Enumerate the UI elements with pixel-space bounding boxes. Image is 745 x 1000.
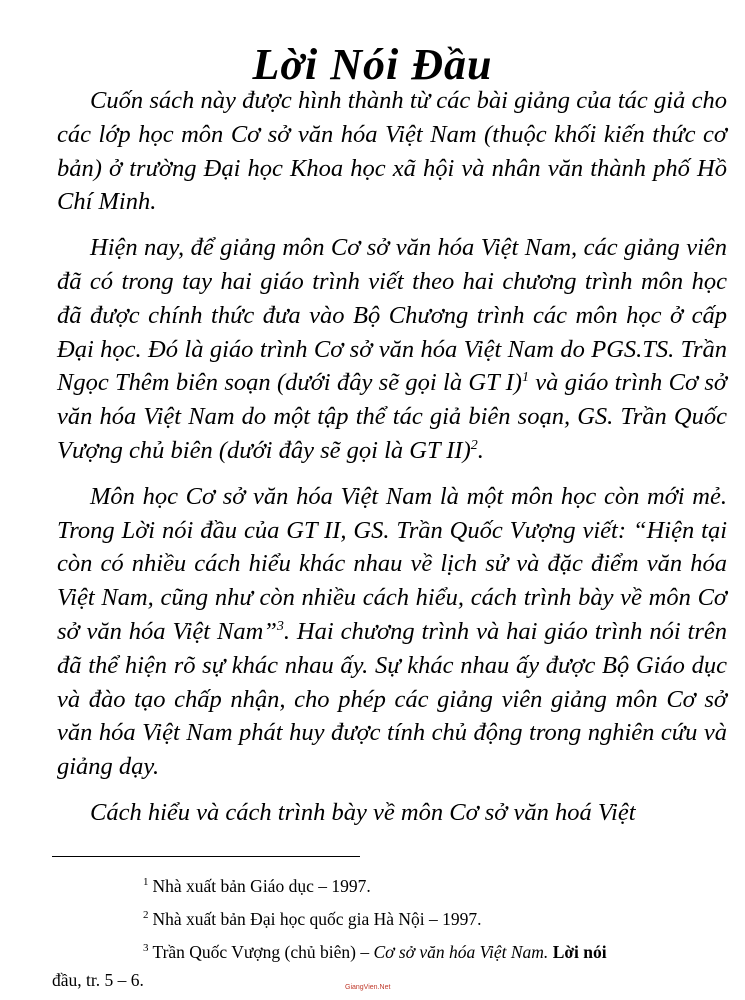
footnote-bold-text: Lời nói bbox=[548, 941, 607, 962]
footnote-number: 3 bbox=[143, 941, 149, 954]
paragraph-2-part-a: Hiện nay, để giảng môn Cơ sở văn hóa Việt Nam, các giảng viên đã có trong tay hai giáo trình viết theo hai chương trình môn học đã được chính thức đưa vào Bộ Chương trình các môn học ở cấp Đại học. Đó là giáo trình Cơ sở văn hóa Việt Nam do PGS.TS. Trần Ngọc Thêm biên soạn (dưới đây sẽ gọi là GT I) bbox=[57, 234, 727, 397]
paragraph-2-part-c: . bbox=[477, 436, 484, 464]
paragraph-2-part-b: và giáo trình Cơ sở văn hóa Việt Nam do một tập thể tác giả biên soạn, GS. Trần Quốc Vượng chủ biên (dưới đây sẽ gọi là GT II) bbox=[57, 369, 727, 464]
footnote-ref-3: 3 bbox=[276, 618, 284, 634]
footnote-number: 2 bbox=[143, 908, 149, 921]
footnote-ref-2: 2 bbox=[470, 437, 478, 453]
footnote-text: Nhà xuất bản Đại học quốc gia Hà Nội – 1997. bbox=[152, 908, 482, 929]
footnote-continuation: đầu, tr. 5 – 6. bbox=[52, 970, 144, 991]
footnotes bbox=[52, 868, 727, 995]
watermark: GiangVien.Net bbox=[345, 984, 391, 991]
paragraph-3-part-a: Môn học Cơ sở văn hóa Việt Nam là một môn học còn mới mẻ. Trong Lời nói đầu của GT II, GS. Trần Quốc Vượng viết: “Hiện tại còn có nhiều cách hiểu khác nhau về lịch sử và đặc điểm văn hóa Việt Nam, cũng như còn nhiều cách hiểu, cách trình bày về môn Cơ sở văn hóa Việt Nam” bbox=[57, 482, 727, 645]
footnote-divider bbox=[52, 856, 360, 857]
body-text bbox=[57, 84, 727, 842]
footnote-1 bbox=[52, 868, 727, 901]
paragraph-3 bbox=[57, 480, 727, 784]
footnote-2 bbox=[52, 901, 727, 934]
footnote-book-title: Cơ sở văn hóa Việt Nam. bbox=[373, 941, 549, 962]
footnote-ref-1: 1 bbox=[521, 370, 529, 386]
footnote-text: Nhà xuất bản Giáo dục – 1997. bbox=[152, 875, 371, 896]
page-title: Lời Nói Đầu bbox=[252, 40, 493, 90]
paragraph-4: Cách hiểu và cách trình bày về môn Cơ sở văn hoá Việt bbox=[90, 798, 636, 826]
footnote-text: Trần Quốc Vượng (chủ biên) – bbox=[152, 941, 374, 962]
footnote-number: 1 bbox=[143, 876, 149, 888]
paragraph-1: Cuốn sách này được hình thành từ các bài giảng của tác giả cho các lớp học môn Cơ sở văn hóa Việt Nam (thuộc khối kiến thức cơ bản) ở trường Đại học Khoa học xã hội và nhân văn thành phố Hồ Chí Minh. bbox=[57, 87, 727, 216]
paragraph-2 bbox=[57, 231, 727, 468]
paragraph-3-part-b: . Hai chương trình và hai giáo trình nói trên đã thể hiện rõ sự khác nhau ấy. Sự khác nhau ấy được Bộ Giáo dục và đào tạo chấp nhận, cho phép các giảng viên giảng môn Cơ sở văn hóa Việt Nam phát huy được tính chủ động trong nghiên cứu và giảng dạy. bbox=[57, 617, 727, 781]
